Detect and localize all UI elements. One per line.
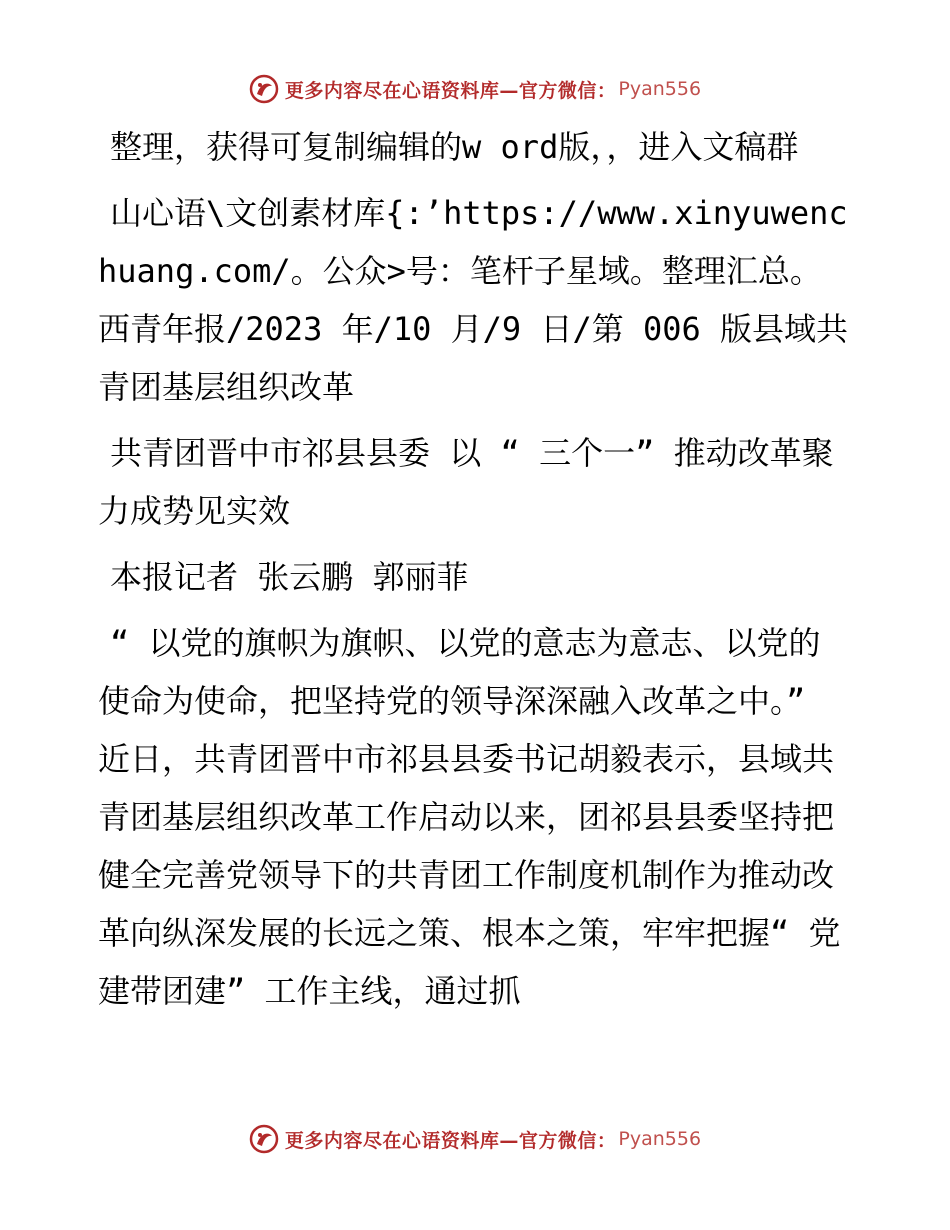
paragraph-source: 山心语\文创素材库{:’https://www.xinyuwenchuang.com/。公众>号：笔杆子星域。整理汇总。西青年报/2023 年/10 月/9 日/第 006 版县域共青团基层组织改革: [98, 194, 849, 406]
header-watermark-banner: [0, 72, 950, 106]
article-body-paragraph: “ 以党的旗帜为旗帜、以党的意志为意志、以党的使命为使命，把坚持党的领导深深融入改革之中。” 近日，共青团晋中市祁县县委书记胡毅表示，县域共青团基层组织改革工作启动以来，团祁县县委坚持把健全完善党领导下的共青团工作制度机制作为推动改革向纵深发展的长远之策、根本之策，牢牢把握“ 党建带团建” 工作主线，通过抓: [98, 624, 841, 1010]
footer-watermark-banner: [0, 1122, 950, 1156]
banner-account: Pyan556: [618, 1128, 702, 1150]
banner-text: 更多内容尽在心语资料库—官方微信：: [284, 79, 617, 102]
paragraph-intro: 整理，获得可复制编辑的w ord版，，进入文稿群: [110, 128, 799, 166]
banner-text: 更多内容尽在心语资料库—官方微信：: [284, 1129, 617, 1152]
article-title: 共青团晋中市祁县县委 以 “ 三个一” 推动改革聚力成势见实效: [98, 434, 834, 530]
document-body: [98, 118, 850, 1034]
brand-logo-icon: [249, 74, 279, 104]
article-byline: 本报记者 张云鹏 郭丽菲: [110, 558, 469, 596]
banner-account: Pyan556: [618, 78, 702, 100]
brand-logo-icon: [249, 1124, 279, 1154]
